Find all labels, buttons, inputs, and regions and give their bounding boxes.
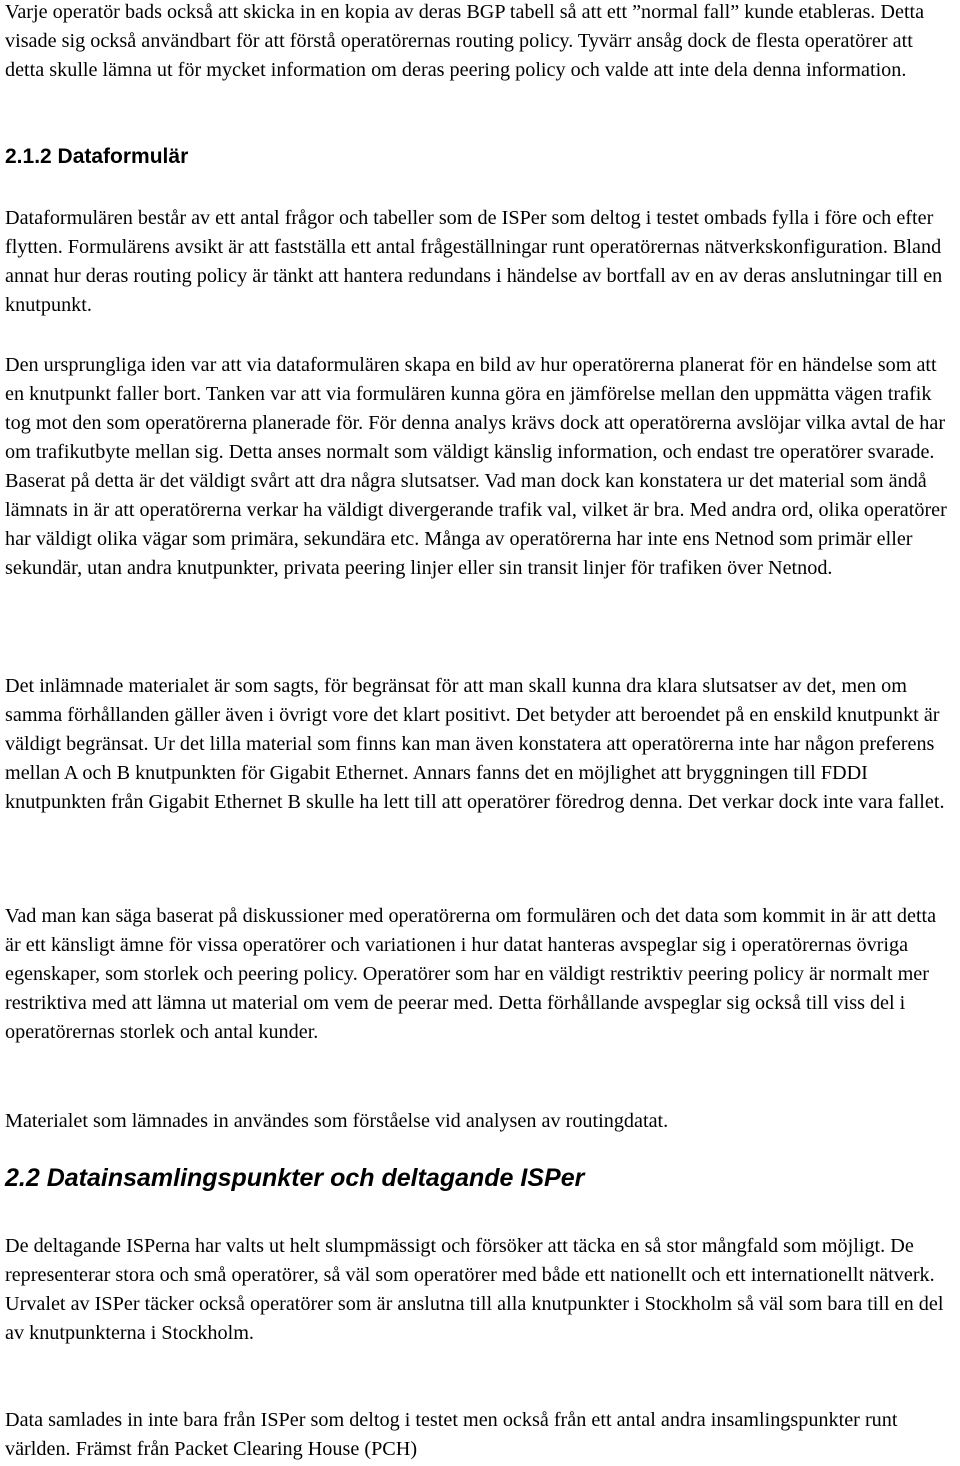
section-heading-2-1-2: 2.1.2 Dataformulär (5, 145, 189, 168)
paragraph-data-collection: Data samlades in inte bara från ISPer som deltog i testet men också från ett antal andra insamlingspunkter runt världen. Främst från Packet Clearing House (PCH) (5, 1409, 898, 1460)
paragraph-original-idea: Den ursprungliga iden var att via dataformulären skapa en bild av hur operatörerna planerat för en händelse som att en knutpunkt faller bort. Tanken var att via formulären kunna göra en jämförelse mellan den uppmätta vägen trafik tog mot den som operatörerna planerade för. För denna analys krävs dock att operatörerna avslöjar vilka avtal de har om trafikutbyte mellan sig. Detta anses normalt som väldigt känslig information, och endast tre operatörer svarade. Baserat på detta är det väldigt svårt att dra några slutsatser. Vad man dock kan konstatera ur det material som ändå lämnats in är att operatörerna verkar ha väldigt divergerande trafik val, vilket är bra. Med andra ord, olika operatörer har väldigt olika vägar som primära, sekundära etc. Många av operatörerna har inte ens Netnod som primär eller sekundär, utan andra knutpunkter, privata peering linjer eller sin transit linjer för trafiken över Netnod. (5, 354, 947, 579)
paragraph-dataformular-intro: Dataformulären består av ett antal frågor och tabeller som de ISPer som deltog i testet ombads fylla i före och efter flytten. Formulärens avsikt är att fastställa ett antal frågeställningar runt operatörernas nätverkskonfiguration. Bland annat hur deras routing policy är tänkt att hantera redundans i händelse av bortfall av en av deras anslutningar till en knutpunkt. (5, 207, 943, 316)
paragraph-participating-isps: De deltagande ISPerna har valts ut helt slumpmässigt och försöker att täcka en så stor mångfald som möjligt. De representerar stora och små operatörer, så väl som operatörer med både ett nationellt och ett internationellt nätverk. Urvalet av ISPer täcker också operatörer som är anslutna till alla knutpunkter i Stockholm så väl som bara till en del av knutpunkterna i Stockholm. (5, 1235, 944, 1344)
section-heading-2-2: 2.2 Datainsamlingspunkter och deltagande ISPer (5, 1164, 585, 1192)
intro-paragraph: Varje operatör bads också att skicka in en kopia av deras BGP tabell så att ett ”normal fall” kunde etableras. Detta visade sig också användbart för att förstå operatörernas routing policy. Tyvärr ansåg dock de flesta operatörer att detta skulle lämna ut för mycket information om deras peering policy och valde att inte dela denna information. (5, 1, 925, 81)
paragraph-submitted-material: Det inlämnade materialet är som sagts, för begränsat för att man skall kunna dra klara slutsatser av det, men om samma förhållanden gäller även i övrigt vore det klart positivt. Det betyder att beroendet på en enskild knutpunkt är väldigt begränsat. Ur det lilla material som finns kan man även konstatera att operatörerna inte har någon preferens mellan A och B knutpunkten för Gigabit Ethernet. Annars fanns det en möjlighet att bryggningen till FDDI knutpunkten från Gigabit Ethernet B skulle ha lett till att operatörer föredrog denna. Det verkar dock inte vara fallet. (5, 675, 945, 813)
paragraph-discussion: Vad man kan säga baserat på diskussioner med operatörerna om formulären och det data som kommit in är att detta är ett känsligt ämne för vissa operatörer och variationen i hur datat hanteras avspeglar sig i operatörernas övriga egenskaper, som storlek och peering policy. Operatörer som har en väldigt restriktiv peering policy är normalt mer restriktiva med att lämna ut material om vem de peerar med. Detta förhållande avspeglar sig också till viss del i operatörernas storlek och antal kunder. (5, 905, 937, 1043)
paragraph-material-usage: Materialet som lämnades in användes som förståelse vid analysen av routingdatat. (5, 1110, 669, 1132)
